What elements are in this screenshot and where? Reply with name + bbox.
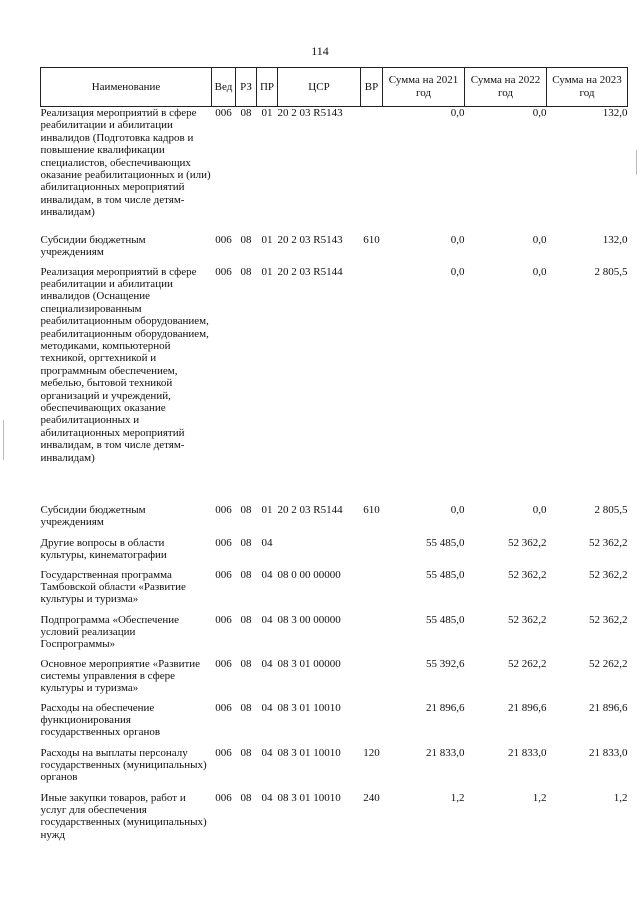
header-sum-2023: Сумма на 2023 год [547,68,628,107]
header-sum-2022: Сумма на 2022 год [465,68,547,107]
row-csr: 08 3 00 00000 [277,613,341,626]
row-ved: 006 [215,791,232,804]
row-vr: 240 [363,791,380,804]
row-csr: 08 3 01 10010 [277,746,341,759]
row-name: Реализация мероприятий в сфере реабилитации и абилитации инвалидов (Оснащение специализированным реабилитационным оборудованием, реабилитационным оборудованием, методиками, компьютерной техникой, оргтехникой и программным обеспечением, мебелью, бытовой техникой организаций и учреждений, обеспечивающих оказание реабилитационных и абилитационных мероприятий инвалидам, в том числе детям-инвалидам) [40,265,209,464]
row-name: Субсидии бюджетным учреждениям [40,233,146,258]
row-sum-2023: 132,0 [602,107,628,119]
row-sum-2023: 52 362,2 [589,613,628,626]
row-rz: 08 [240,536,252,549]
row-vr: 610 [363,233,380,246]
table-row [41,537,628,569]
row-rz: 08 [240,791,252,804]
row-ved: 006 [215,107,232,119]
header-pr: ПР [257,68,278,107]
table-header-row [41,68,628,107]
row-name: Иные закупки товаров, работ и услуг для обеспечения государственных (муниципальных) нужд [40,791,207,841]
row-pr: 04 [261,791,273,804]
row-sum-2022: 0,0 [532,503,547,516]
row-rz: 08 [240,746,252,759]
row-sum-2022: 21 833,0 [508,746,547,759]
row-vr [361,658,383,702]
row-rz: 08 [240,701,252,714]
row-vr [361,266,383,504]
row-csr: 08 3 01 10010 [277,701,341,714]
row-pr: 01 [261,107,273,119]
row-ved: 006 [215,536,232,549]
table-row [41,614,628,658]
table-row [41,702,628,747]
row-sum-2021: 21 833,0 [426,746,465,759]
row-sum-2023: 21 833,0 [589,746,628,759]
row-csr: 20 2 03 R5144 [277,503,343,516]
row-name: Расходы на обеспечение функционирования государственных органов [40,701,161,739]
row-sum-2022: 0,0 [532,265,547,278]
row-sum-2021: 55 485,0 [426,613,465,626]
row-sum-2023: 1,2 [613,791,628,804]
row-ved: 006 [215,613,232,626]
table-row [41,504,628,537]
row-csr: 20 2 03 R5144 [277,265,343,278]
row-name: Расходы на выплаты персоналу государственных (муниципальных) органов [40,746,207,784]
row-ved: 006 [215,701,232,714]
row-sum-2023: 2 805,5 [594,265,628,278]
header-csr: ЦСР [278,68,361,107]
scan-margin-mark [636,150,637,175]
row-pr: 04 [261,657,273,670]
row-sum-2022: 0,0 [532,107,547,119]
row-pr: 04 [261,701,273,714]
row-sum-2023: 132,0 [602,233,628,246]
row-name: Основное мероприятие «Развитие системы управления в сфере культуры и туризма» [40,657,201,695]
row-sum-2021: 0,0 [450,503,465,516]
row-csr [278,537,361,569]
table-row [41,107,628,234]
row-ved: 006 [215,568,232,581]
budget-table [40,67,628,852]
table-row [41,234,628,266]
row-vr [361,537,383,569]
row-sum-2022: 0,0 [532,233,547,246]
table-row [41,658,628,702]
row-sum-2023: 52 362,2 [589,568,628,581]
row-csr: 20 2 03 R5143 [277,107,343,119]
row-pr: 01 [261,265,273,278]
row-sum-2021: 0,0 [450,265,465,278]
page-number: 114 [311,44,329,58]
row-csr: 08 3 01 10010 [277,791,341,804]
row-sum-2021: 55 392,6 [426,657,465,670]
row-name: Субсидии бюджетным учреждениям [40,503,146,528]
row-sum-2021: 1,2 [450,791,465,804]
row-rz: 08 [240,233,252,246]
row-sum-2023: 52 262,2 [589,657,628,670]
row-rz: 08 [240,265,252,278]
row-ved: 006 [215,657,232,670]
row-sum-2022: 52 262,2 [508,657,547,670]
row-csr: 20 2 03 R5143 [277,233,343,246]
row-sum-2023: 21 896,6 [589,701,628,714]
table-row [41,569,628,614]
row-rz: 08 [240,107,252,119]
row-sum-2021: 55 485,0 [426,536,465,549]
row-ved: 006 [215,265,232,278]
row-vr [361,702,383,747]
row-pr: 04 [261,536,273,549]
header-name: Наименование [41,68,212,107]
table-row [41,792,628,852]
row-name: Подпрограмма «Обеспечение условий реализации Госпрограммы» [40,613,179,651]
row-name: Государственная программа Тамбовской области «Развитие культуры и туризма» [40,568,186,606]
row-pr: 04 [261,568,273,581]
row-vr [361,614,383,658]
row-pr: 01 [261,233,273,246]
scan-margin-mark [3,420,4,460]
row-sum-2023: 52 362,2 [589,536,628,549]
row-ved: 006 [215,233,232,246]
header-ved: Вед [212,68,236,107]
row-sum-2022: 21 896,6 [508,701,547,714]
row-csr: 08 3 01 00000 [277,657,341,670]
table-row [41,747,628,792]
row-sum-2021: 21 896,6 [426,701,465,714]
row-rz: 08 [240,657,252,670]
row-ved: 006 [215,746,232,759]
row-sum-2022: 1,2 [532,791,547,804]
row-name: Другие вопросы в области культуры, кинематографии [40,536,167,561]
row-name: Реализация мероприятий в сфере реабилитации и абилитации инвалидов (Подготовка кадров и повышение квалификации специалистов, обеспечивающих оказание реабилитационных и (или) абилитационных мероприятий инвалидам, в том числе детям-инвалидам) [40,107,211,219]
row-vr: 610 [363,503,380,516]
row-sum-2021: 0,0 [450,233,465,246]
row-rz: 08 [240,568,252,581]
row-vr [361,569,383,614]
row-sum-2021: 55 485,0 [426,568,465,581]
row-sum-2022: 52 362,2 [508,536,547,549]
row-sum-2022: 52 362,2 [508,613,547,626]
row-rz: 08 [240,613,252,626]
header-sum-2021: Сумма на 2021 год [383,68,465,107]
row-csr: 08 0 00 00000 [277,568,341,581]
header-vr: ВР [361,68,383,107]
row-sum-2023: 2 805,5 [594,503,628,516]
row-pr: 04 [261,746,273,759]
row-vr: 120 [363,746,380,759]
row-ved: 006 [215,503,232,516]
row-sum-2022: 52 362,2 [508,568,547,581]
table-row [41,266,628,504]
row-sum-2021: 0,0 [450,107,465,119]
row-pr: 01 [261,503,273,516]
row-pr: 04 [261,613,273,626]
header-rz: РЗ [236,68,257,107]
row-vr [361,107,383,234]
row-rz: 08 [240,503,252,516]
